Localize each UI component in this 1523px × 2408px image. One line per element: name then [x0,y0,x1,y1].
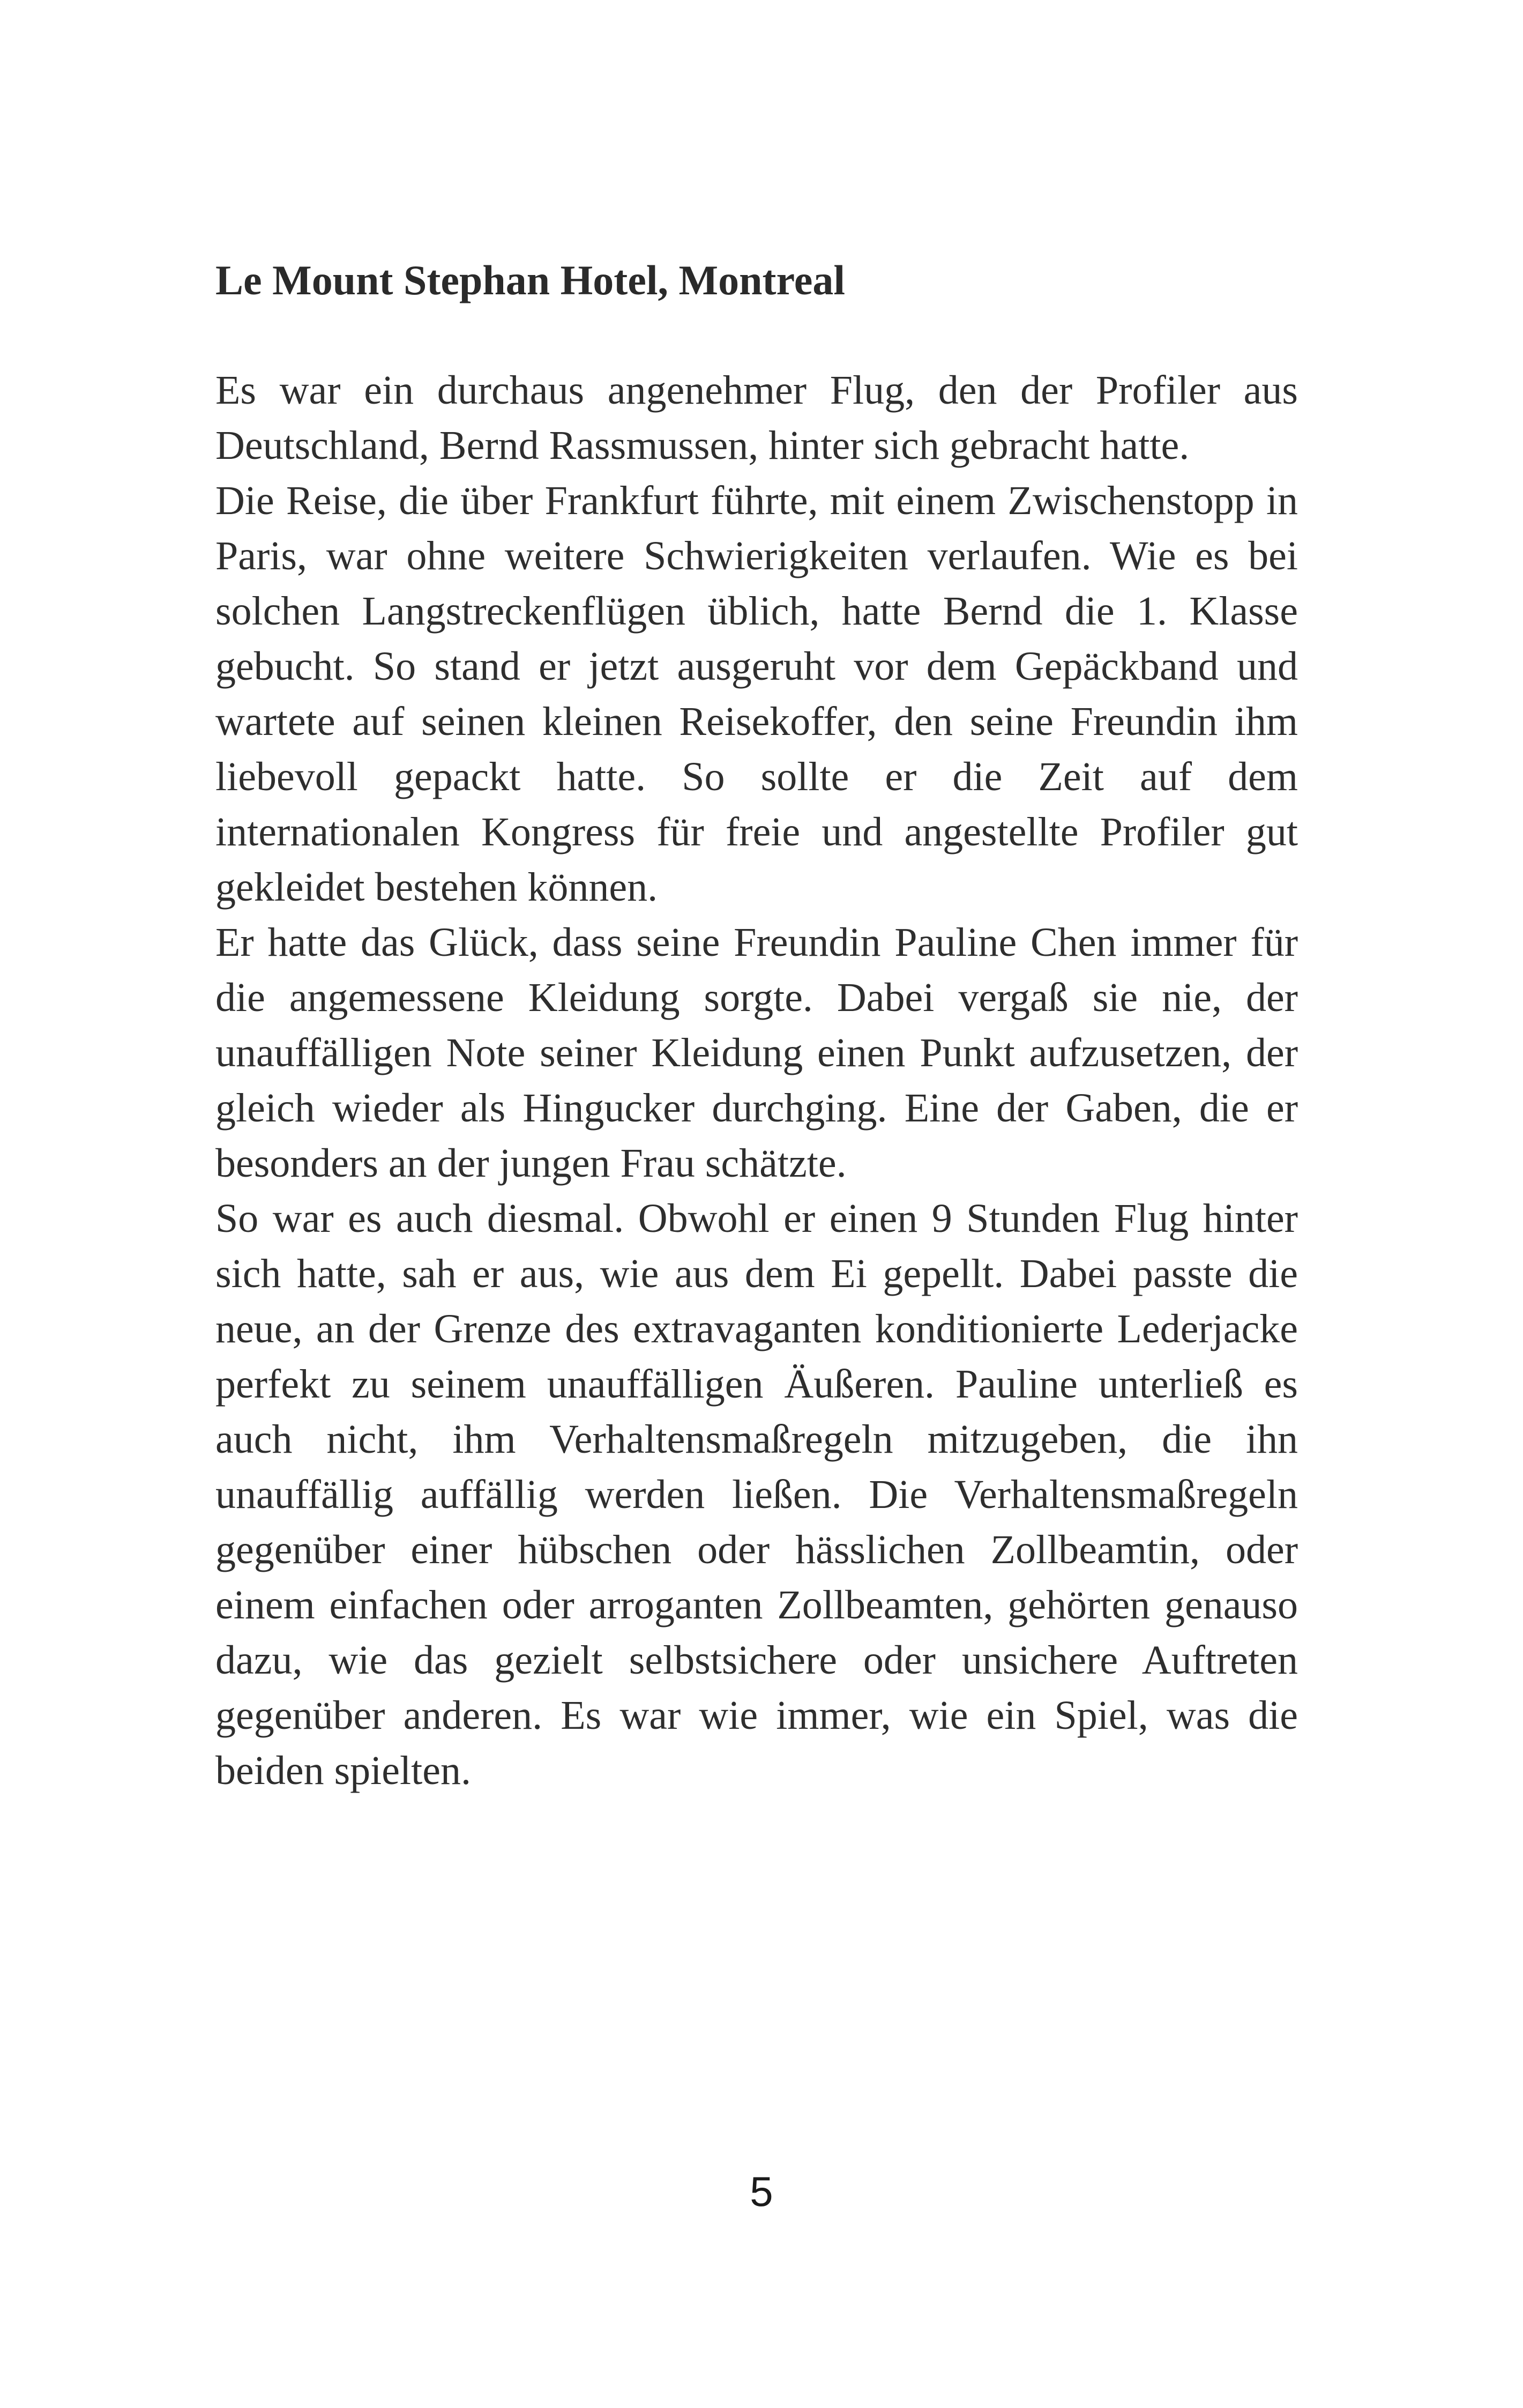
paragraph-1: Es war ein durchaus angenehmer Flug, den der Profiler aus Deutschland, Bernd Rassmussen, hinter sich gebracht hatte. [215,368,1298,468]
paragraph-4: So war es auch diesmal. Obwohl er einen 9 Stunden Flug hinter sich hatte, sah er aus, wie aus dem Ei gepellt. Dabei passte die neue, an der Grenze des extravaganten konditionierte Lederjacke perfekt zu seinem unauffälligen Äußeren. Pauline unterließ es auch nicht, ihm Verhaltensmaßregeln mitzugeben, die ihn unauffällig auffällig werden ließen. Die Verhaltensmaßregeln gegenüber einer hübschen oder hässlichen Zollbeamtin, oder einem einfachen oder arroganten Zollbeamten, gehörten genauso dazu, wie das gezielt selbstsichere oder unsichere Auftreten gegenüber anderen. Es war wie immer, wie ein Spiel, was die beiden spielten. [215,1196,1298,1793]
page-content [215,252,1298,1798]
page-number: 5 [750,2168,773,2215]
paragraph-2: Die Reise, die über Frankfurt führte, mit einem Zwischenstopp in Paris, war ohne weitere Schwierigkeiten verlaufen. Wie es bei solchen Langstreckenflügen üblich, hatte Bernd die 1. Klasse gebucht. So stand er jetzt ausgeruht vor dem Gepäckband und wartete auf seinen kleinen Reisekoffer, den seine Freundin ihm liebevoll gepackt hatte. So sollte er die Zeit auf dem internationalen Kongress für freie und angestellte Profiler gut gekleidet bestehen können. [215,478,1298,910]
paragraph-3: Er hatte das Glück, dass seine Freundin Pauline Chen immer für die angemessene Kleidung sorgte. Dabei vergaß sie nie, der unauffälligen Note seiner Kleidung einen Punkt aufzusetzen, der gleich wieder als Hingucker durchging. Eine der Gaben, die er besonders an der jungen Frau schätzte. [215,920,1298,1186]
chapter-title: Le Mount Stephan Hotel, Montreal [215,257,846,303]
